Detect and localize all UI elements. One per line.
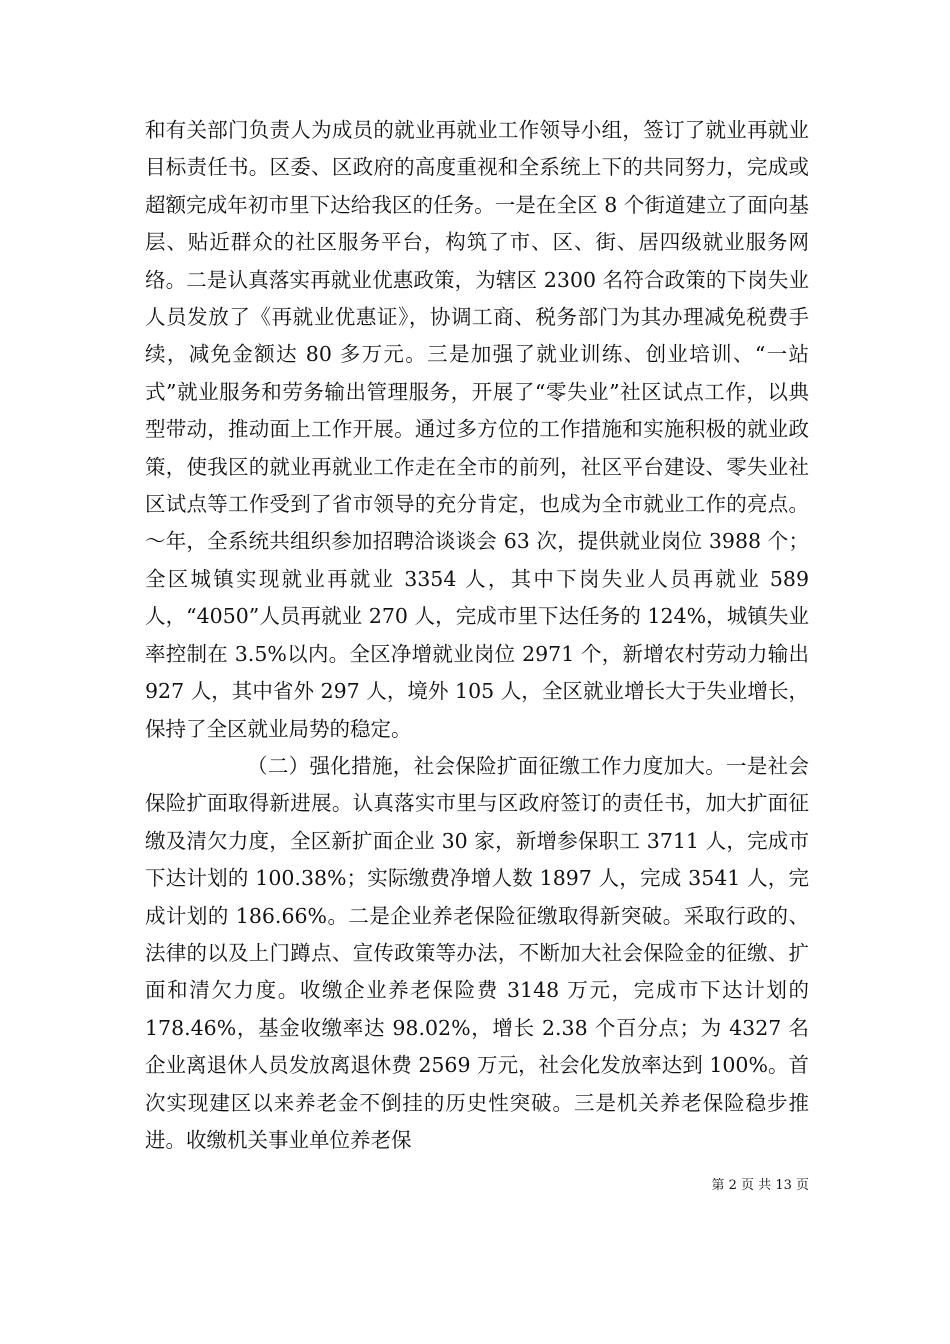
- paragraph-employment: 和有关部门负责人为成员的就业再就业工作领导小组，签订了就业再就业目标责任书。区委、区政府的高度重视和全系统上下的共同努力，完成或超额完成年初市里下达给我区的任务。一是在全区 8 个街道建立了面向基层、贴近群众的社区服务平台，构筑了市、区、街、居四级就业服务网络。二是认真落实再就业优惠政策，为辖区 2300 名符合政策的下岗失业人员发放了《再就业优惠证》，协调工商、税务部门为其办理减免税费手续，减免金额达 80 多万元。三是加强了就业训练、创业培训、“一站式”就业服务和劳务输出管理服务，开展了“零失业”社区试点工作，以典型带动，推动面上工作开展。通过多方位的工作措施和实施积极的就业政策，使我区的就业再就业工作走在全市的前列，社区平台建设、零失业社区试点等工作受到了省市领导的充分肯定，也成为全市就业工作的亮点。～年，全系统共组织参加招聘洽谈谈会 63 次，提供就业岗位 3988 个；全区城镇实现就业再就业 3354 人，其中下岗失业人员再就业 589 人，“4050”人员再就业 270 人，完成市里下达任务的 124%，城镇失业率控制在 3.5%以内。全区净增就业岗位 2971 个，新增农村劳动力输出 927 人，其中省外 297 人，境外 105 人，全区就业增长大于失业增长，保持了全区就业局势的稳定。: [145, 118, 809, 741]
- document-body: [145, 112, 809, 1159]
- page-number-footer: 第 2 页 共 13 页: [711, 1178, 809, 1193]
- paragraph-social-insurance: （二）强化措施，社会保险扩面征缴工作力度加大。一是社会保险扩面取得新进展。认真落实市里与区政府签订的责任书，加大扩面征缴及清欠力度，全区新扩面企业 30 家，新增参保职工 3711 人，完成市下达计划的 100.38%；实际缴费净增人数 1897 人，完成 3541 人，完成计划的 186.66%。二是企业养老保险征缴取得新突破。采取行政的、法律的以及上门蹲点、宣传政策等办法，不断加大社会保险金的征缴、扩面和清欠力度。收缴企业养老保险费 3148 万元，完成市下达计划的 178.46%，基金收缴率达 98.02%，增长 2.38 个百分点；为 4327 名企业离退休人员发放离退休费 2569 万元，社会化发放率达到 100%。首次实现建区以来养老金不倒挂的历史性突破。三是机关养老保险稳步推进。收缴机关事业单位养老保: [145, 753, 809, 1152]
